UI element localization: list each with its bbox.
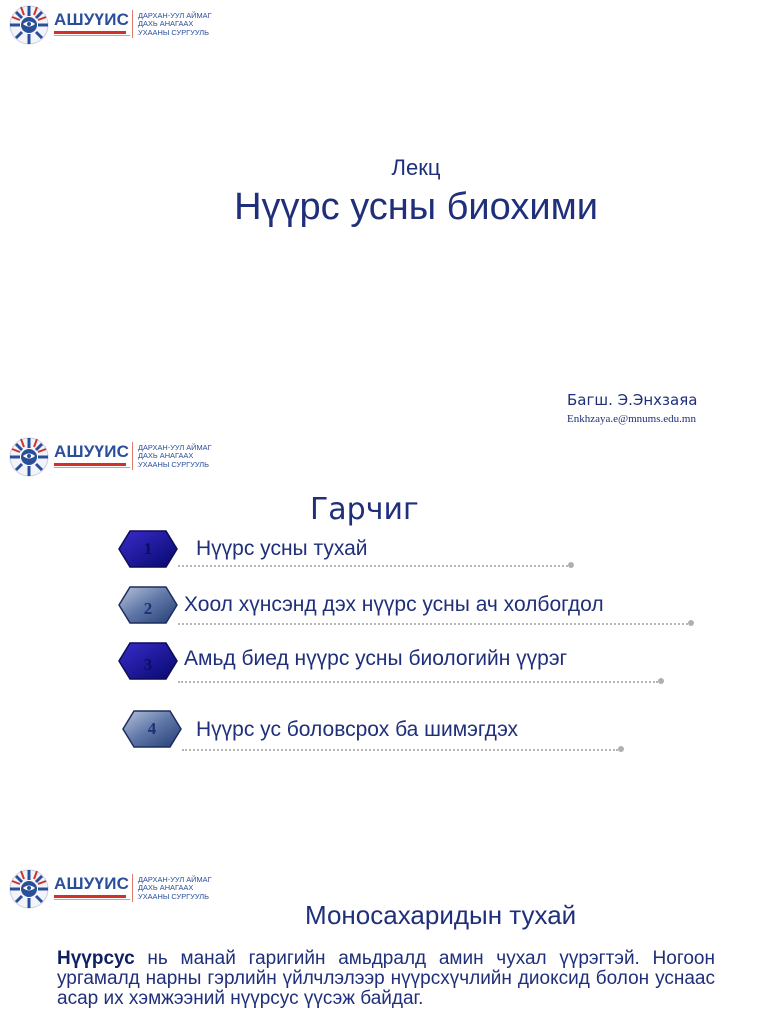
logo-school-name: [138, 444, 212, 469]
contents-item-number: 1: [143, 539, 153, 558]
logo-sub-line: [54, 467, 130, 470]
leader-end-dot: [618, 746, 624, 752]
logo-school-line: ДАРХАН-УУЛ АЙМАГ: [138, 875, 212, 884]
contents-item: [0, 582, 768, 632]
school-emblem-icon: [8, 434, 50, 480]
logo-school-line: УХААНЫ СУРГУУЛЬ: [138, 459, 209, 469]
contents-item-number: 2: [143, 599, 153, 618]
logo-sub-line: [54, 35, 130, 38]
logo-red-line: [54, 31, 126, 34]
leader-end-dot: [568, 562, 574, 568]
logo-separator: [132, 442, 133, 470]
slide-title: [0, 0, 768, 432]
school-emblem-icon: [8, 866, 50, 912]
logo-red-line: [54, 895, 126, 898]
section-title: Моносахаридын тухай: [305, 900, 577, 930]
dotted-leader: [178, 623, 688, 625]
contents-item-label: Амьд биед нүүрс усны биологийн үүрэг: [184, 647, 568, 670]
dotted-leader: [178, 681, 658, 683]
dotted-leader: [182, 749, 618, 751]
contents-item-number: 3: [143, 655, 153, 674]
slide-contents: [0, 432, 768, 864]
contents-item: [0, 638, 768, 688]
logo-brand: АШУҮИС: [54, 874, 130, 893]
logo-red-line: [54, 463, 126, 466]
school-emblem-icon: [8, 2, 50, 48]
school-logo: [8, 2, 212, 48]
logo-separator: [132, 10, 133, 38]
logo-school-line: УХААНЫ СУРГУУЛЬ: [138, 891, 209, 901]
teacher-name: Багш. Э.Энхзаяа: [567, 391, 698, 409]
logo-separator: [132, 874, 133, 902]
dotted-leader: [178, 565, 568, 567]
school-logo: [8, 866, 212, 912]
logo-school-line: ДАХЬ АНАГААХ: [138, 883, 194, 893]
logo-brand: АШУҮИС: [54, 10, 130, 29]
contents-item-label: Хоол хүнсэнд дэх нүүрс усны ач холбогдол: [184, 593, 604, 616]
logo-brand: АШУҮИС: [54, 442, 130, 461]
logo-school-line: ДАРХАН-УУЛ АЙМАГ: [138, 11, 212, 20]
section-body: [57, 949, 715, 1009]
contents-item-label: Нүүрс усны тухай: [196, 537, 368, 560]
logo-school-line: ДАХЬ АНАГААХ: [138, 19, 194, 29]
slide-monosaccharides: [0, 864, 768, 1024]
contents-item: [0, 708, 768, 758]
logo-school-line: ДАХЬ АНАГААХ: [138, 451, 194, 461]
contents-item-number: 4: [147, 719, 157, 738]
teacher-email: Enkhzaya.e@mnums.edu.mn: [567, 413, 696, 425]
contents-item-label: Нүүрс ус боловсрох ба шимэгдэх: [196, 718, 519, 741]
logo-school-line: УХААНЫ СУРГУУЛЬ: [138, 27, 209, 37]
logo-sub-line: [54, 899, 130, 902]
logo-school-name: [138, 12, 212, 37]
logo-school-line: ДАРХАН-УУЛ АЙМАГ: [138, 443, 212, 452]
leader-end-dot: [658, 678, 664, 684]
lecture-title: Нүүрс усны биохими: [234, 186, 598, 228]
contents-title: Гарчиг: [310, 492, 419, 527]
school-logo: [8, 434, 212, 480]
contents-item: [0, 528, 768, 578]
logo-school-name: [138, 876, 212, 901]
body-bold-term: Нүүрсус: [57, 948, 135, 969]
body-text: нь манай гаригийн амьдралд амин чухал үүрэгтэй. Ногоон ургамалд нарны гэрлийн үйлчлэлээр нүүрсхүчлийн диоксид болон уснаас асар их хэмжээний нүүрсус үүсэж байдаг.: [57, 948, 715, 1009]
leader-end-dot: [688, 620, 694, 626]
lecture-label: Лекц: [391, 155, 441, 180]
